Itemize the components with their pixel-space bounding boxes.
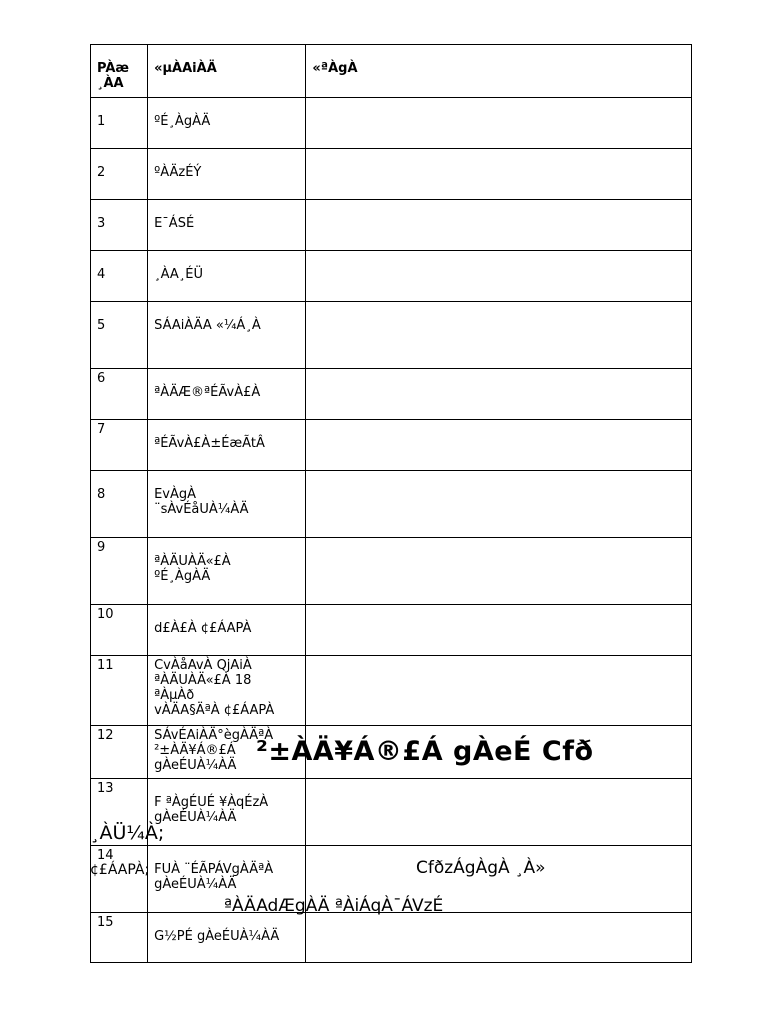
row-number: 10 — [91, 605, 148, 656]
form-title: ²±ÀÄ¥Á®£Á gÀeÉ Cfð — [256, 736, 594, 767]
table-row — [91, 605, 692, 656]
row-number: 5 — [91, 302, 148, 369]
table-row — [91, 200, 692, 251]
table-row — [91, 471, 692, 538]
row-value[interactable] — [306, 538, 692, 605]
row-label: SÁvÉAiÀÄ°ègÀÄªÀ ²±ÀÄ¥Á®£Á gÀeÉUÀ¼ÀÄ — [148, 726, 306, 779]
table-row — [91, 149, 692, 200]
row-label: F ªÀgÉUÉ ¥ÀqÉzÀ gÀeÉUÀ¼ÀÄ — [148, 779, 306, 846]
row-number: 7 — [91, 420, 148, 471]
date-label: ¢£ÁAPÀ; — [90, 862, 150, 878]
row-number: 13 — [91, 779, 148, 846]
row-number: 14 — [91, 846, 148, 913]
form-table — [90, 44, 692, 963]
row-number: 9 — [91, 538, 148, 605]
table-row — [91, 913, 692, 963]
approval-line: ªÀÄAdÆgÀÄ ªÀiÁqÀ¯ÁVzÉ — [224, 896, 444, 916]
row-number: 12 — [91, 726, 148, 779]
table-row — [91, 98, 692, 149]
table-row — [91, 538, 692, 605]
row-label: E¯ÁSÉ — [148, 200, 306, 251]
row-label: EvÀgÀ ¨sÀvÉåUÀ¼ÀÄ — [148, 471, 306, 538]
row-label: ªÀÄÆ®ªÉÃvÀ£À — [148, 369, 306, 420]
row-value[interactable] — [306, 913, 692, 963]
header-subject: «µÀAiÀÄ — [148, 45, 306, 98]
table-row — [91, 779, 692, 846]
table-row — [91, 420, 692, 471]
table-row — [91, 369, 692, 420]
row-number: 4 — [91, 251, 148, 302]
row-label: ªÉÃvÀ£À±ÉæÃtÂ — [148, 420, 306, 471]
header-serial: PÀæ ¸ÀA — [91, 45, 148, 98]
row-label: ªÀÄUÀÄ«£À ºÉ¸ÀgÀÄ — [148, 538, 306, 605]
row-label: G½PÉ gÀeÉUÀ¼ÀÄ — [148, 913, 306, 963]
applicant-signature-label: CfðzÁgÀgÀ ¸À» — [416, 858, 546, 878]
place-label: ¸ÀÜ¼À; — [90, 822, 165, 844]
table-row — [91, 656, 692, 726]
table-row — [91, 251, 692, 302]
row-label: ¸ÀA¸ÉÜ — [148, 251, 306, 302]
row-label: SÁAiÀÄA «¼Á¸À — [148, 302, 306, 369]
header-details: «ªÀgÀ — [306, 45, 692, 98]
row-value[interactable] — [306, 656, 692, 726]
row-number: 2 — [91, 149, 148, 200]
row-label: d£À£À ¢£ÁAPÀ — [148, 605, 306, 656]
row-label: CvÀåAvÀ QjAiÀ ªÀÄUÀÄ«£À 18 ªÀµÀð vÀÄA§ÄªÀ ¢£ÁAPÀ — [148, 656, 306, 726]
row-number: 15 — [91, 913, 148, 963]
row-number: 11 — [91, 656, 148, 726]
table-header-row — [91, 45, 692, 98]
row-number: 1 — [91, 98, 148, 149]
row-value[interactable] — [306, 302, 692, 369]
row-value[interactable] — [306, 779, 692, 846]
row-value[interactable] — [306, 420, 692, 471]
row-label: ºÀÄzÉÝ — [148, 149, 306, 200]
row-value[interactable] — [306, 149, 692, 200]
row-value[interactable] — [306, 369, 692, 420]
row-label: FUÀ ¨ÉÃPÁVgÀÄªÀ gÀeÉUÀ¼ÀÄ — [148, 846, 306, 913]
table-row — [91, 302, 692, 369]
row-value[interactable] — [306, 471, 692, 538]
row-value[interactable] — [306, 605, 692, 656]
row-value[interactable] — [306, 98, 692, 149]
row-number: 8 — [91, 471, 148, 538]
row-label: ºÉ¸ÀgÀÄ — [148, 98, 306, 149]
row-value[interactable] — [306, 200, 692, 251]
row-value[interactable] — [306, 251, 692, 302]
row-number: 6 — [91, 369, 148, 420]
row-number: 3 — [91, 200, 148, 251]
